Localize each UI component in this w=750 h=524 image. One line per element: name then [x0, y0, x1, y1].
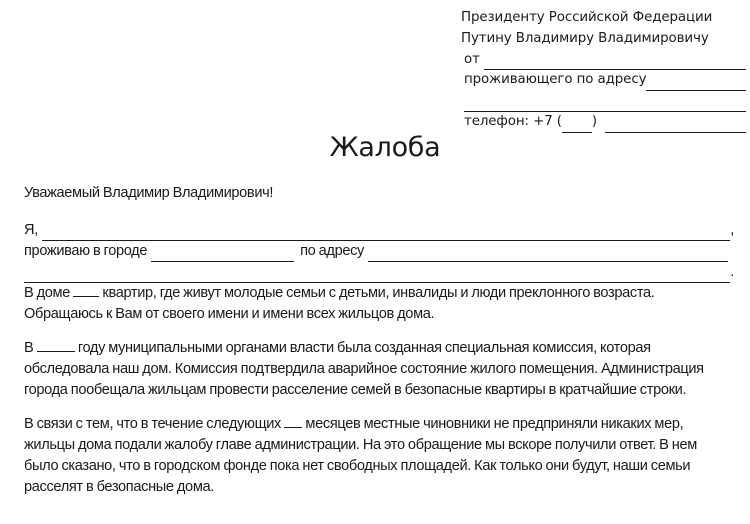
- recipient-title: Президенту Российской Федерации: [461, 10, 713, 25]
- p3-start: В связи с тем, что в течение следующих: [24, 416, 281, 432]
- applicant-address-field-2[interactable]: [24, 267, 730, 283]
- i-end-comma: ,: [730, 222, 734, 238]
- address-end-period: .: [730, 264, 734, 280]
- sender-address-field-2[interactable]: [464, 97, 746, 112]
- applicant-city-row: [24, 241, 734, 262]
- p1-rest: квартир, где живут молодые семьи с детьми, инвалиды и люди преклонного возраста. Обращаюсь к Вам от своего имени и имени всех жильцов дома.: [24, 285, 655, 322]
- months-count-field[interactable]: [284, 415, 302, 428]
- i-label: Я,: [24, 222, 38, 238]
- from-label: от: [464, 51, 480, 67]
- greeting: Уважаемый Владимир Владимирович!: [24, 185, 274, 201]
- p3-rest: месяцев местные чиновники не предприняли никаких мер, жильцы дома подали жалобу главе администрации. На это обращение мы вскоре получили ответ. В нем было сказано, что в городском фонде пока нет свободных площадей. Как только они будут, наши семьи расселят в безопасные дома.: [24, 416, 697, 495]
- phone-area-code-field[interactable]: [562, 118, 592, 133]
- sender-address-row: [461, 70, 746, 91]
- p2-rest: году муниципальными органами власти была созданная специальная комиссия, которая обследовала наш дом. Комиссия подтвердила аварийное состояние жилого помещения. Администрация города пообещала жильцам провести расселение семей в безопасные квартиры в кратчайшие строки.: [24, 340, 704, 398]
- addressee-block: [461, 8, 746, 133]
- recipient-line-1: [461, 8, 746, 29]
- phone-row: [461, 112, 746, 133]
- address-label: проживающего по адресу: [464, 72, 647, 88]
- phone-paren-close: ): [591, 113, 598, 129]
- sender-address-field[interactable]: [646, 76, 746, 91]
- phone-label: телефон: +7 (: [464, 113, 562, 129]
- paragraph-2: [24, 338, 734, 401]
- phone-number-field[interactable]: [605, 118, 746, 133]
- sender-name-field[interactable]: [484, 55, 746, 70]
- paragraph-1: [24, 283, 734, 325]
- p1-start: В доме: [24, 285, 70, 301]
- applicant-address-row-2: [24, 262, 734, 283]
- applicant-name-row: [24, 220, 734, 241]
- applicant-address-field[interactable]: [368, 246, 728, 262]
- recipient-line-2: [461, 29, 746, 50]
- intro-address-label: по адресу: [300, 243, 365, 259]
- recipient-name: Путину Владимиру Владимировичу: [461, 30, 709, 46]
- city-field[interactable]: [151, 246, 294, 262]
- year-field[interactable]: [37, 339, 75, 352]
- city-label: проживаю в городе: [24, 243, 148, 259]
- p2-start: В: [24, 340, 34, 356]
- paragraph-3: [24, 414, 734, 498]
- document-title: Жалоба: [329, 132, 441, 163]
- sender-address-row-2: [461, 91, 746, 112]
- complaint-body: [24, 183, 734, 498]
- sender-row: [461, 50, 746, 71]
- apartments-count-field[interactable]: [73, 284, 99, 297]
- applicant-name-field[interactable]: [42, 225, 730, 241]
